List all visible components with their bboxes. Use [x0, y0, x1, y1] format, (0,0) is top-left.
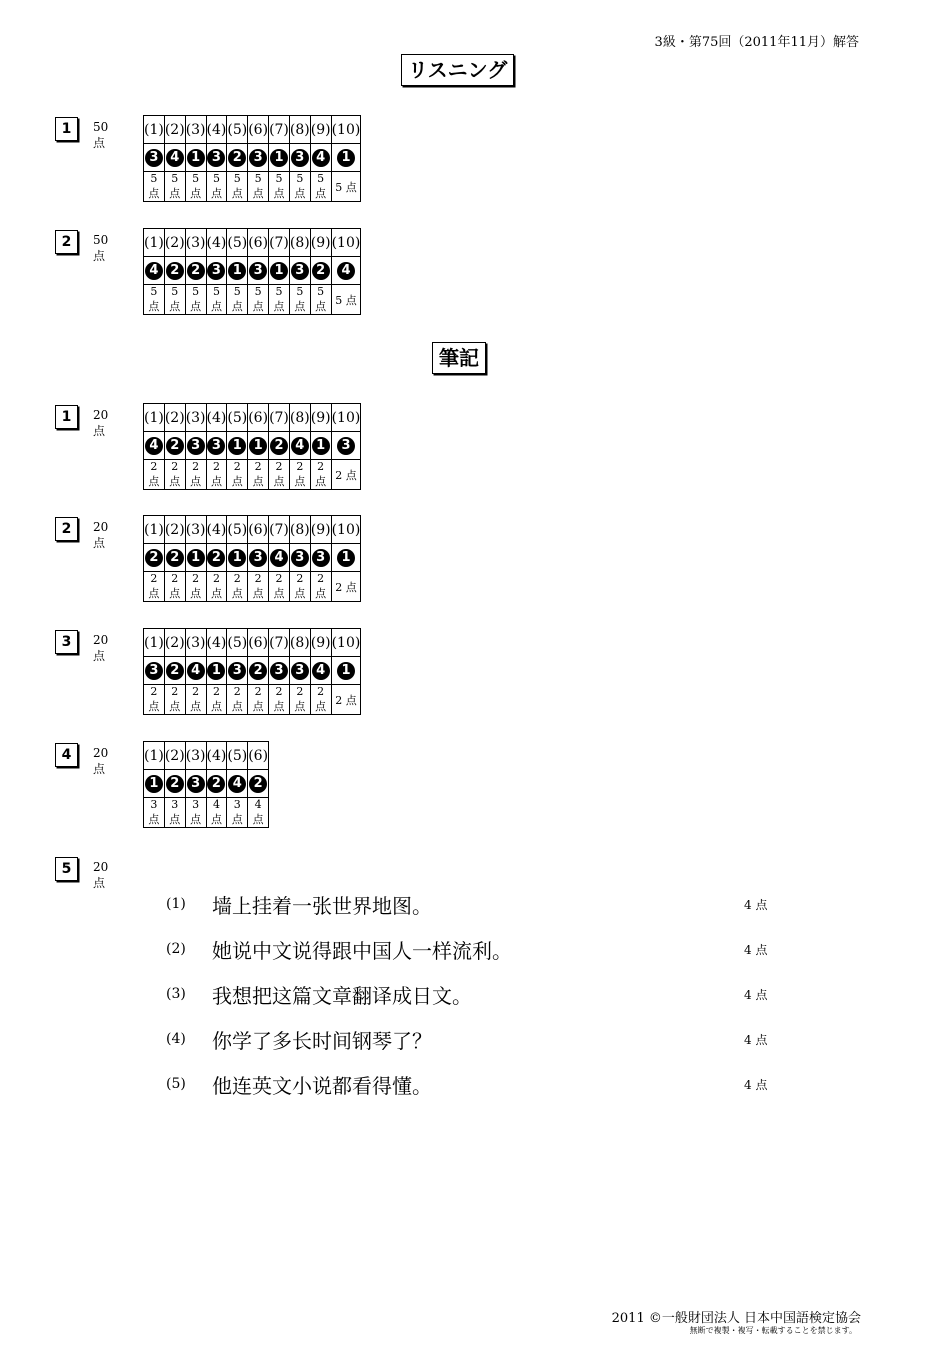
- item-score-cell: 2 点: [206, 460, 227, 490]
- answer-circle: 2: [249, 662, 267, 680]
- answer-mark-cell: [310, 432, 331, 460]
- answer-mark-cell: [248, 544, 269, 572]
- answer-circle: 3: [249, 549, 267, 567]
- answer-circle: 3: [145, 149, 163, 167]
- answer-mark-cell: [331, 257, 361, 285]
- item-score-cell: 5 点: [227, 285, 248, 315]
- answer-mark-cell: [227, 657, 248, 685]
- item-label-cell: (7): [269, 116, 290, 144]
- item-label-cell: (4): [206, 629, 227, 657]
- answer-mark-cell: [185, 257, 206, 285]
- question-points: 20 点: [93, 746, 109, 776]
- listening-title: リスニング: [401, 54, 514, 86]
- item-label-cell: (10): [331, 116, 361, 144]
- item-label-cell: (9): [310, 229, 331, 257]
- item-label-cell: (7): [269, 229, 290, 257]
- item-label-cell: (2): [164, 116, 185, 144]
- item-label-cell: (1): [144, 404, 165, 432]
- answer-table: [143, 628, 361, 715]
- answer-circle: 3: [207, 149, 225, 167]
- answer-mark-cell: [206, 144, 227, 172]
- item-score-cell: 2 点: [248, 572, 269, 602]
- item-label-cell: (4): [206, 742, 227, 770]
- answer-circle: 3: [207, 437, 225, 455]
- item-label-cell: (10): [331, 229, 361, 257]
- answer-mark-cell: [185, 770, 206, 798]
- item-score-cell: 5 点: [310, 172, 331, 202]
- answer-circle: 1: [249, 437, 267, 455]
- answer-mark-cell: [289, 432, 310, 460]
- answer-circle: 1: [337, 549, 355, 567]
- item-label-cell: (5): [227, 516, 248, 544]
- question-number: 4: [55, 743, 78, 767]
- item-label-cell: (8): [289, 516, 310, 544]
- item-label-cell: (10): [331, 516, 361, 544]
- item-score-cell: 2 点: [289, 572, 310, 602]
- answer-circle: 4: [187, 662, 205, 680]
- item-number: (3): [166, 986, 186, 1002]
- answer-circle: 2: [166, 262, 184, 280]
- item-score-cell: 5 点: [185, 285, 206, 315]
- item-score-cell: 5 点: [144, 172, 165, 202]
- answer-mark-cell: [331, 544, 361, 572]
- item-score-cell: 2 点: [227, 460, 248, 490]
- question-points: 50 点: [93, 233, 109, 263]
- answer-mark-cell: [206, 657, 227, 685]
- item-score-cell: 5 点: [269, 285, 290, 315]
- answer-circle: 2: [249, 775, 267, 793]
- item-label-cell: (3): [185, 404, 206, 432]
- answer-mark-cell: [269, 657, 290, 685]
- answer-mark-cell: [248, 657, 269, 685]
- answer-circle: 1: [228, 262, 246, 280]
- question-points: 20 点: [93, 860, 109, 890]
- answer-mark-cell: [227, 544, 248, 572]
- item-score-cell: 2 点: [310, 460, 331, 490]
- answer-mark-cell: [248, 432, 269, 460]
- answer-mark-cell: [289, 544, 310, 572]
- page-header: 3級・第75回（2011年11月）解答: [654, 35, 859, 50]
- answer-mark-cell: [248, 770, 269, 798]
- item-label-cell: (2): [164, 629, 185, 657]
- item-score-cell: 2 点: [248, 460, 269, 490]
- item-number: (4): [166, 1031, 186, 1047]
- answer-circle: 3: [187, 437, 205, 455]
- item-label-cell: (9): [310, 516, 331, 544]
- item-score-cell: 2 点: [310, 572, 331, 602]
- item-sentence: 我想把这篇文章翻译成日文。: [212, 984, 472, 1008]
- answer-mark-cell: [289, 257, 310, 285]
- answer-mark-cell: [331, 432, 361, 460]
- answer-circle: 3: [312, 549, 330, 567]
- answer-circle: 3: [291, 149, 309, 167]
- answer-circle: 3: [145, 662, 163, 680]
- item-score-cell: 2 点: [269, 685, 290, 715]
- item-score-cell: 2 点: [227, 685, 248, 715]
- answer-circle: 4: [145, 437, 163, 455]
- question-points: 50 点: [93, 120, 109, 150]
- item-score-cell: 2 点: [164, 685, 185, 715]
- answer-mark-cell: [206, 432, 227, 460]
- item-label-cell: (8): [289, 629, 310, 657]
- item-label-cell: (7): [269, 516, 290, 544]
- item-score-cell: 2 点: [269, 460, 290, 490]
- answer-mark-cell: [144, 432, 165, 460]
- answer-circle: 2: [312, 262, 330, 280]
- item-score-cell: 2 点: [331, 460, 361, 490]
- answer-mark-cell: [269, 257, 290, 285]
- answer-circle: 3: [249, 149, 267, 167]
- translation-item: [166, 890, 786, 935]
- answer-mark-cell: [227, 770, 248, 798]
- answer-circle: 3: [337, 437, 355, 455]
- item-score-cell: 5 点: [269, 172, 290, 202]
- answer-mark-cell: [164, 657, 185, 685]
- answer-circle: 2: [145, 549, 163, 567]
- question-points: 20 点: [93, 520, 109, 550]
- translation-answers: [166, 890, 786, 1115]
- item-label-cell: (8): [289, 404, 310, 432]
- item-label-cell: (6): [248, 404, 269, 432]
- answer-circle: 1: [187, 549, 205, 567]
- item-label-cell: (8): [289, 116, 310, 144]
- answer-mark-cell: [144, 144, 165, 172]
- item-label-cell: (10): [331, 629, 361, 657]
- item-score-cell: 3 点: [227, 798, 248, 828]
- item-score-cell: 5 点: [248, 172, 269, 202]
- item-number: (5): [166, 1076, 186, 1092]
- item-label-cell: (1): [144, 116, 165, 144]
- answer-circle: 2: [166, 775, 184, 793]
- copy-notice: 無断で複製・複写・転載することを禁じます。: [689, 1326, 857, 1335]
- item-label-cell: (2): [164, 404, 185, 432]
- item-number: (2): [166, 941, 186, 957]
- answer-mark-cell: [310, 144, 331, 172]
- item-score-cell: 5 点: [310, 285, 331, 315]
- item-sentence: 墙上挂着一张世界地图。: [212, 894, 432, 918]
- item-sentence: 他连英文小说都看得懂。: [212, 1074, 432, 1098]
- item-score-cell: 5 点: [144, 285, 165, 315]
- answer-circle: 1: [337, 662, 355, 680]
- item-label-cell: (2): [164, 742, 185, 770]
- item-label-cell: (3): [185, 516, 206, 544]
- answer-circle: 3: [291, 262, 309, 280]
- item-score-cell: 2 点: [289, 460, 310, 490]
- answer-circle: 1: [228, 549, 246, 567]
- answer-circle: 1: [228, 437, 246, 455]
- item-score-cell: 5 点: [289, 172, 310, 202]
- answer-mark-cell: [144, 257, 165, 285]
- answer-mark-cell: [185, 432, 206, 460]
- translation-item: [166, 1070, 786, 1115]
- item-label-cell: (4): [206, 516, 227, 544]
- item-score-cell: 5 点: [185, 172, 206, 202]
- item-points: 4 点: [744, 1078, 768, 1092]
- item-points: 4 点: [744, 943, 768, 957]
- item-score-cell: 4 点: [206, 798, 227, 828]
- item-score-cell: 2 点: [144, 685, 165, 715]
- question-number: 2: [55, 230, 78, 254]
- item-score-cell: 5 点: [206, 285, 227, 315]
- item-points: 4 点: [744, 898, 768, 912]
- answer-mark-cell: [206, 770, 227, 798]
- writing-title: 筆記: [432, 342, 486, 374]
- answer-circle: 3: [228, 662, 246, 680]
- answer-mark-cell: [248, 144, 269, 172]
- answer-mark-cell: [185, 544, 206, 572]
- answer-circle: 4: [145, 262, 163, 280]
- answer-circle: 2: [270, 437, 288, 455]
- item-label-cell: (1): [144, 742, 165, 770]
- answer-circle: 3: [291, 549, 309, 567]
- item-sentence: 你学了多长时间钢琴了？: [212, 1029, 432, 1053]
- item-score-cell: 3 点: [144, 798, 165, 828]
- answer-circle: 4: [228, 775, 246, 793]
- answer-circle: 1: [207, 662, 225, 680]
- answer-circle: 4: [312, 662, 330, 680]
- question-points: 20 点: [93, 408, 109, 438]
- answer-mark-cell: [227, 257, 248, 285]
- item-score-cell: 2 点: [185, 572, 206, 602]
- item-score-cell: 2 点: [206, 685, 227, 715]
- answer-mark-cell: [310, 257, 331, 285]
- item-score-cell: 3 点: [185, 798, 206, 828]
- item-score-cell: 2 点: [289, 685, 310, 715]
- answer-circle: 2: [166, 549, 184, 567]
- item-label-cell: (9): [310, 404, 331, 432]
- answer-mark-cell: [227, 144, 248, 172]
- item-score-cell: 5 点: [164, 172, 185, 202]
- item-label-cell: (5): [227, 116, 248, 144]
- item-label-cell: (9): [310, 116, 331, 144]
- item-label-cell: (5): [227, 229, 248, 257]
- answer-circle: 2: [166, 437, 184, 455]
- translation-item: [166, 980, 786, 1025]
- answer-mark-cell: [227, 432, 248, 460]
- item-label-cell: (1): [144, 516, 165, 544]
- item-score-cell: 2 点: [164, 572, 185, 602]
- item-label-cell: (4): [206, 404, 227, 432]
- item-score-cell: 2 点: [227, 572, 248, 602]
- answer-table: [143, 228, 361, 315]
- answer-mark-cell: [164, 144, 185, 172]
- answer-mark-cell: [144, 544, 165, 572]
- answer-circle: 3: [270, 662, 288, 680]
- answer-mark-cell: [289, 657, 310, 685]
- item-label-cell: (2): [164, 229, 185, 257]
- answer-mark-cell: [164, 544, 185, 572]
- item-label-cell: (3): [185, 116, 206, 144]
- answer-circle: 2: [207, 549, 225, 567]
- item-label-cell: (10): [331, 404, 361, 432]
- answer-mark-cell: [269, 544, 290, 572]
- answer-circle: 4: [312, 149, 330, 167]
- item-score-cell: 5 点: [289, 285, 310, 315]
- item-label-cell: (6): [248, 742, 269, 770]
- item-label-cell: (1): [144, 229, 165, 257]
- item-score-cell: 4 点: [248, 798, 269, 828]
- item-score-cell: 2 点: [144, 572, 165, 602]
- answer-circle: 1: [270, 262, 288, 280]
- item-score-cell: 3 点: [164, 798, 185, 828]
- answer-mark-cell: [164, 432, 185, 460]
- answer-mark-cell: [185, 657, 206, 685]
- answer-mark-cell: [310, 544, 331, 572]
- item-number: (1): [166, 896, 186, 912]
- item-label-cell: (8): [289, 229, 310, 257]
- answer-circle: 1: [312, 437, 330, 455]
- answer-circle: 1: [270, 149, 288, 167]
- item-score-cell: 5 点: [331, 172, 361, 202]
- copyright: 2011 ©一般財団法人 日本中国語検定協会: [611, 1311, 861, 1326]
- item-score-cell: 2 点: [144, 460, 165, 490]
- answer-mark-cell: [185, 144, 206, 172]
- item-score-cell: 5 点: [206, 172, 227, 202]
- answer-circle: 2: [166, 662, 184, 680]
- item-label-cell: (4): [206, 229, 227, 257]
- item-label-cell: (7): [269, 629, 290, 657]
- item-label-cell: (7): [269, 404, 290, 432]
- answer-circle: 2: [228, 149, 246, 167]
- answer-circle: 1: [145, 775, 163, 793]
- answer-mark-cell: [144, 770, 165, 798]
- answer-table: [143, 403, 361, 490]
- question-points: 20 点: [93, 633, 109, 663]
- item-score-cell: 2 点: [310, 685, 331, 715]
- answer-mark-cell: [206, 257, 227, 285]
- answer-mark-cell: [206, 544, 227, 572]
- item-label-cell: (5): [227, 742, 248, 770]
- item-score-cell: 5 点: [227, 172, 248, 202]
- answer-circle: 4: [166, 149, 184, 167]
- answer-circle: 4: [291, 437, 309, 455]
- item-sentence: 她说中文说得跟中国人一样流利。: [212, 939, 512, 963]
- item-points: 4 点: [744, 988, 768, 1002]
- answer-circle: 3: [249, 262, 267, 280]
- item-label-cell: (4): [206, 116, 227, 144]
- question-number: 2: [55, 517, 78, 541]
- question-number: 1: [55, 405, 78, 429]
- item-label-cell: (9): [310, 629, 331, 657]
- item-label-cell: (6): [248, 516, 269, 544]
- item-label-cell: (3): [185, 229, 206, 257]
- answer-mark-cell: [144, 657, 165, 685]
- answer-mark-cell: [310, 657, 331, 685]
- item-score-cell: 2 点: [185, 460, 206, 490]
- item-label-cell: (1): [144, 629, 165, 657]
- answer-table: [143, 515, 361, 602]
- item-score-cell: 5 点: [164, 285, 185, 315]
- answer-circle: 4: [270, 549, 288, 567]
- item-score-cell: 2 点: [248, 685, 269, 715]
- item-label-cell: (2): [164, 516, 185, 544]
- answer-circle: 3: [291, 662, 309, 680]
- item-label-cell: (6): [248, 229, 269, 257]
- answer-mark-cell: [269, 432, 290, 460]
- answer-circle: 2: [207, 775, 225, 793]
- item-label-cell: (5): [227, 629, 248, 657]
- answer-circle: 2: [187, 262, 205, 280]
- item-score-cell: 2 点: [331, 572, 361, 602]
- answer-circle: 1: [337, 149, 355, 167]
- item-points: 4 点: [744, 1033, 768, 1047]
- item-label-cell: (6): [248, 116, 269, 144]
- answer-circle: 1: [187, 149, 205, 167]
- item-label-cell: (5): [227, 404, 248, 432]
- answer-mark-cell: [331, 144, 361, 172]
- item-score-cell: 5 点: [331, 285, 361, 315]
- item-score-cell: 5 点: [248, 285, 269, 315]
- answer-mark-cell: [164, 770, 185, 798]
- item-label-cell: (6): [248, 629, 269, 657]
- answer-table: [143, 741, 269, 828]
- item-score-cell: 2 点: [164, 460, 185, 490]
- answer-circle: 3: [207, 262, 225, 280]
- answer-mark-cell: [164, 257, 185, 285]
- answer-mark-cell: [331, 657, 361, 685]
- answer-mark-cell: [289, 144, 310, 172]
- item-score-cell: 2 点: [331, 685, 361, 715]
- answer-circle: 3: [187, 775, 205, 793]
- translation-item: [166, 935, 786, 980]
- translation-item: [166, 1025, 786, 1070]
- question-number: 3: [55, 630, 78, 654]
- answer-table: [143, 115, 361, 202]
- item-score-cell: 2 点: [269, 572, 290, 602]
- item-label-cell: (3): [185, 629, 206, 657]
- item-label-cell: (3): [185, 742, 206, 770]
- answer-circle: 4: [337, 262, 355, 280]
- question-number: 1: [55, 117, 78, 141]
- item-score-cell: 2 点: [206, 572, 227, 602]
- answer-mark-cell: [248, 257, 269, 285]
- question-number: 5: [55, 857, 78, 881]
- answer-mark-cell: [269, 144, 290, 172]
- item-score-cell: 2 点: [185, 685, 206, 715]
